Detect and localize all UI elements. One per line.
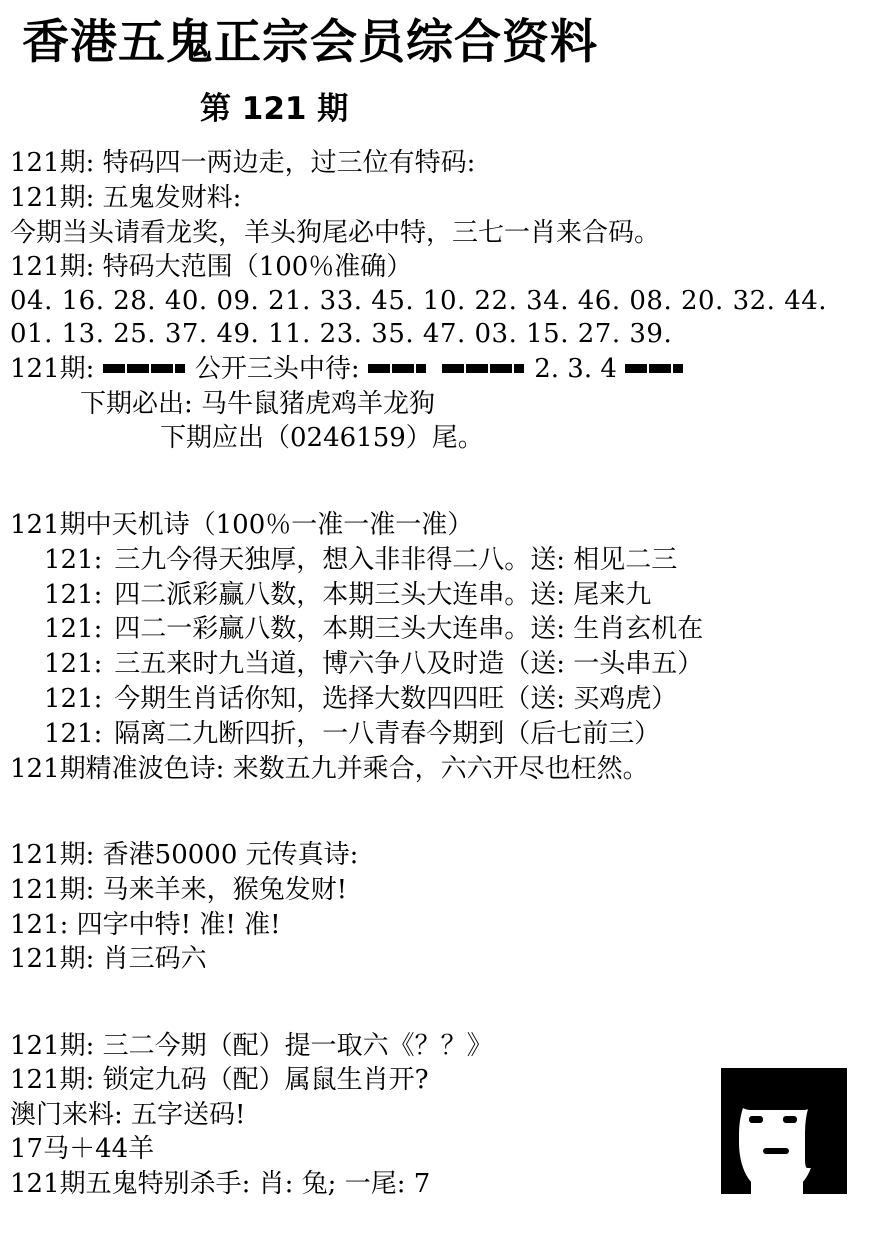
macau-line-3: 澳门来料: 五字送码! xyxy=(10,1099,246,1130)
redaction-bars-right xyxy=(625,364,685,377)
killer-line: 121期五鬼特别杀手: 肖: 兔; 一尾: 7 xyxy=(10,1168,431,1199)
portrait-shadow xyxy=(805,1098,827,1168)
number-range-row-2: 01. 13. 25. 37. 49. 11. 23. 35. 47. 03. 15. 27. 39. xyxy=(10,319,673,350)
poem-label: 121: xyxy=(44,579,103,610)
censored-three-head-line xyxy=(10,352,865,387)
should-appear-line: 下期应出（0246159）尾。 xyxy=(160,423,484,454)
poem-text: 三五来时九当道，博六争八及时造（送: 一头串五） xyxy=(114,649,704,680)
wave-color-poem: 121期精准波色诗: 来数五九并乘合，六六开尽也枉然。 xyxy=(10,753,649,784)
poem-label: 121: xyxy=(44,684,103,715)
redaction-bars-left xyxy=(103,364,187,377)
must-appear-label: 下期必出: xyxy=(80,388,193,419)
page-title: 香港五鬼正宗会员综合资料 xyxy=(22,15,598,70)
forecast-line-3: 今期当头请看龙奖，羊头狗尾必中特，三七一肖来合码。 xyxy=(10,217,661,248)
macau-line-2: 121期: 锁定九码（配）属鼠生肖开? xyxy=(10,1065,429,1096)
macau-line-4: 17马＋44羊 xyxy=(10,1134,155,1165)
censored-line-middle: 公开三头中待: xyxy=(194,354,360,385)
portrait-mouth xyxy=(763,1148,789,1154)
fax-line-2: 121期: 马来羊来，猴兔发财! xyxy=(10,874,348,905)
fax-line-3: 121: 四字中特! 准! 准! xyxy=(10,909,281,940)
poem-label: 121: xyxy=(44,614,103,645)
section-forecast xyxy=(10,146,865,456)
poem-text: 四二一彩赢八数，本期三头大连串。送: 生肖玄机在 xyxy=(114,614,704,645)
poem-label: 121: xyxy=(44,649,103,680)
poem-heading: 121期中天机诗（100％一准一准一准） xyxy=(10,509,474,540)
poem-text: 隔离二九断四折，一八青春今期到（后七前三） xyxy=(114,718,661,749)
redaction-bars-middle xyxy=(368,364,428,377)
poem-row xyxy=(10,612,865,647)
portrait-hair xyxy=(737,1076,817,1110)
section-heavenly-poem xyxy=(10,508,865,786)
forecast-line-1: 121期: 特码四一两边走，过三位有特码: xyxy=(10,148,476,179)
redaction-bars-middle-2 xyxy=(442,364,526,377)
number-range-row-1: 04. 16. 28. 40. 09. 21. 33. 45. 10. 22. 34. 46. 08. 20. 32. 44. xyxy=(10,285,828,316)
portrait-photo xyxy=(721,1068,847,1194)
poem-row xyxy=(10,543,865,578)
macau-line-1: 121期: 三二今期（配）提一取六《？？》 xyxy=(10,1030,493,1061)
portrait-eye-left xyxy=(749,1116,763,1123)
poem-text: 今期生肖话你知，选择大数四四旺（送: 买鸡虎） xyxy=(114,684,678,715)
section-fax-poem xyxy=(10,838,865,976)
forecast-line-2: 121期: 五鬼发财料: xyxy=(10,182,242,213)
poem-row xyxy=(10,647,865,682)
poem-row xyxy=(10,682,865,717)
censored-line-prefix: 121期: xyxy=(10,354,95,385)
poem-row xyxy=(10,717,865,752)
forecast-line-4: 121期: 特码大范围（100％准确） xyxy=(10,252,413,283)
poem-label: 121: xyxy=(44,544,103,575)
poem-row xyxy=(10,578,865,613)
must-appear-value: 马牛鼠猪虎鸡羊龙狗 xyxy=(201,388,436,419)
poem-label: 121: xyxy=(44,718,103,749)
must-appear-line xyxy=(10,387,865,422)
portrait-eye-right xyxy=(783,1116,797,1123)
issue-number: 第 121 期 xyxy=(200,91,349,128)
portrait-neck xyxy=(751,1174,803,1194)
fax-line-4: 121期: 肖三码六 xyxy=(10,944,207,975)
poem-text: 四二派彩赢八数，本期三头大连串。送: 尾来九 xyxy=(114,579,652,610)
fax-line-1: 121期: 香港50000 元传真诗: xyxy=(10,840,359,871)
poem-text: 三九今得天独厚，想入非非得二八。送: 相见二三 xyxy=(114,544,678,575)
censored-line-value: 2. 3. 4 xyxy=(534,354,617,385)
